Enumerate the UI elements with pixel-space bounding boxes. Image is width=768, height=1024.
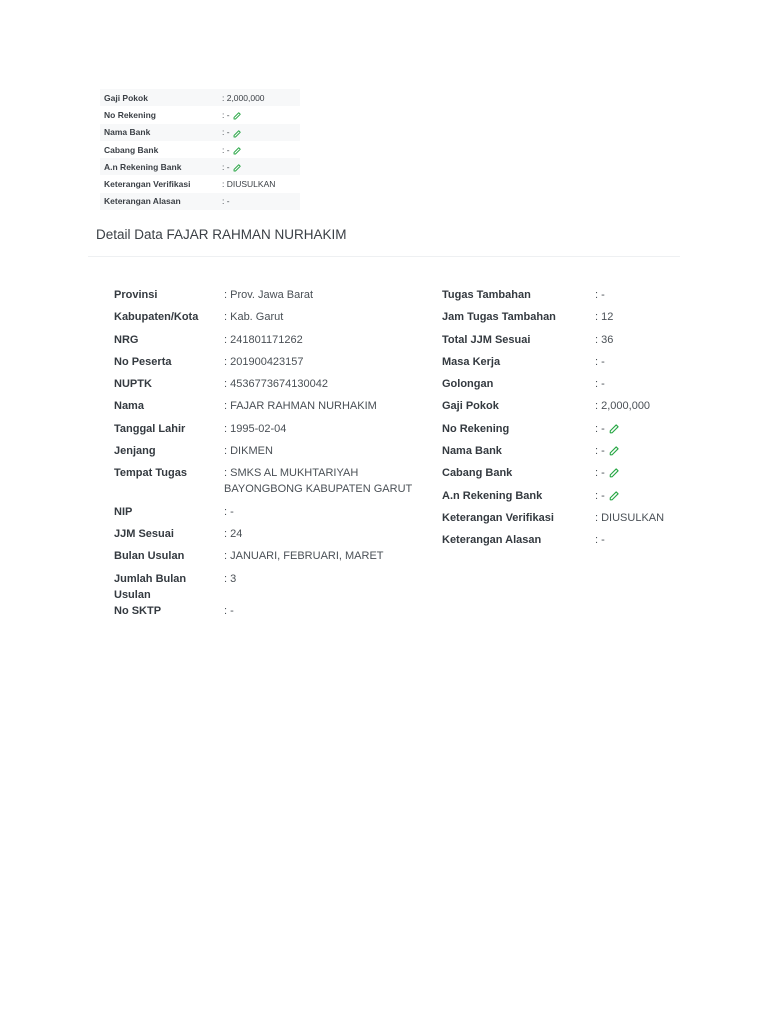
detail-value: : - xyxy=(595,289,605,301)
row-label: Keterangan Alasan xyxy=(104,196,181,207)
detail-value: : 3 xyxy=(224,572,237,585)
row-value: : 2,000,000 xyxy=(222,92,265,103)
pencil-icon[interactable] xyxy=(609,468,619,478)
detail-row xyxy=(442,354,682,370)
row-value: : - xyxy=(222,161,300,172)
detail-label: NUPTK xyxy=(114,378,152,391)
detail-label: No Peserta xyxy=(114,355,172,368)
detail-label: Jam Tugas Tambahan xyxy=(442,311,556,324)
detail-row xyxy=(114,421,434,437)
detail-value: : 12 xyxy=(595,311,614,324)
detail-row xyxy=(442,443,682,459)
detail-row xyxy=(114,309,434,325)
detail-label: Cabang Bank xyxy=(442,467,513,480)
table-row xyxy=(100,193,300,210)
detail-label: Jumlah Bulan Usulan xyxy=(114,572,187,601)
detail-value: : - xyxy=(224,505,234,518)
detail-row xyxy=(114,376,434,392)
detail-value: : 4536773674130042 xyxy=(224,378,328,391)
detail-label: Tempat Tugas xyxy=(114,467,187,480)
row-label: Cabang Bank xyxy=(104,144,159,155)
detail-value: : Prov. Jawa Barat xyxy=(224,289,314,301)
detail-label: Provinsi xyxy=(114,289,158,301)
detail-label: Kabupaten/Kota xyxy=(114,311,199,324)
row-value: : - xyxy=(222,144,300,155)
detail-value: : - xyxy=(595,378,605,391)
detail-label: NRG xyxy=(114,333,139,346)
detail-value: : 1995-02-04 xyxy=(224,422,287,435)
detail-value: : - xyxy=(595,443,619,459)
detail-row xyxy=(114,548,434,564)
table-row xyxy=(100,124,300,141)
row-label: Gaji Pokok xyxy=(104,92,148,103)
detail-row xyxy=(114,603,434,619)
detail-value: : SMKS AL MUKHTARIYAH BAYONGBONG KABUPATEN GARUT xyxy=(224,467,413,496)
detail-value: : - xyxy=(595,488,619,504)
detail-label: Keterangan Verifikasi xyxy=(442,511,554,524)
detail-row xyxy=(442,488,682,504)
pencil-icon[interactable] xyxy=(609,446,619,456)
detail-label: JJM Sesuai xyxy=(114,527,174,540)
detail-label: A.n Rekening Bank xyxy=(442,489,543,502)
detail-value: : 24 xyxy=(224,527,243,540)
detail-value: : - xyxy=(595,355,605,368)
pencil-icon[interactable] xyxy=(233,164,241,172)
detail-value: : 241801171262 xyxy=(224,333,303,346)
table-row xyxy=(100,141,300,158)
pencil-icon[interactable] xyxy=(609,491,619,501)
detail-label: Nama xyxy=(114,400,144,413)
detail-label: Gaji Pokok xyxy=(442,400,499,413)
table-row xyxy=(100,106,300,123)
detail-label: Masa Kerja xyxy=(442,355,501,368)
table-row xyxy=(100,89,300,106)
divider xyxy=(88,256,680,257)
detail-label: Tanggal Lahir xyxy=(114,422,186,435)
detail-row xyxy=(442,376,682,392)
row-label: A.n Rekening Bank xyxy=(104,161,182,172)
detail-row xyxy=(114,354,434,370)
detail-label: Total JJM Sesuai xyxy=(442,333,531,346)
detail-row xyxy=(114,443,434,459)
detail-value: : - xyxy=(595,534,605,547)
table-row xyxy=(100,175,300,192)
detail-value: : - xyxy=(224,604,234,617)
detail-label: Nama Bank xyxy=(442,445,502,458)
row-value: : DIUSULKAN xyxy=(222,179,276,190)
pencil-icon[interactable] xyxy=(609,424,619,434)
detail-row xyxy=(442,287,682,303)
detail-value: : - xyxy=(595,421,619,437)
detail-value: : 201900423157 xyxy=(224,355,304,368)
detail-row xyxy=(442,510,682,526)
row-value: : - xyxy=(222,127,300,138)
detail-value: : DIKMEN xyxy=(224,445,273,458)
detail-row xyxy=(114,465,434,497)
table-row xyxy=(100,158,300,175)
detail-label: No SKTP xyxy=(114,604,162,617)
page-title: Detail Data FAJAR RAHMAN NURHAKIM xyxy=(96,227,347,242)
detail-value: : DIUSULKAN xyxy=(595,511,665,524)
detail-row xyxy=(114,571,434,603)
row-label: Keterangan Verifikasi xyxy=(104,179,191,190)
detail-row xyxy=(114,287,434,303)
row-value: : - xyxy=(222,196,230,207)
detail-label: No Rekening xyxy=(442,422,510,435)
detail-right-column xyxy=(442,287,682,555)
detail-value: : 2,000,000 xyxy=(595,400,651,413)
detail-value: : 36 xyxy=(595,333,614,346)
row-label: Nama Bank xyxy=(104,127,151,138)
pencil-icon[interactable] xyxy=(233,112,241,120)
detail-value: : - xyxy=(595,465,619,481)
detail-row xyxy=(442,398,682,414)
detail-label: Jenjang xyxy=(114,445,156,458)
detail-value: : FAJAR RAHMAN NURHAKIM xyxy=(224,400,377,413)
detail-row xyxy=(442,532,682,548)
detail-left-column xyxy=(114,287,434,625)
detail-label: NIP xyxy=(114,505,133,518)
pencil-icon[interactable] xyxy=(233,147,241,155)
detail-label: Golongan xyxy=(442,378,494,391)
detail-row xyxy=(114,504,434,520)
detail-row xyxy=(442,465,682,481)
detail-row xyxy=(114,398,434,414)
summary-table xyxy=(100,89,300,210)
detail-row xyxy=(442,421,682,437)
detail-label: Tugas Tambahan xyxy=(442,289,531,301)
detail-label: Keterangan Alasan xyxy=(442,534,542,547)
detail-row xyxy=(114,526,434,542)
row-label: No Rekening xyxy=(104,109,156,120)
detail-label: Bulan Usulan xyxy=(114,550,185,563)
pencil-icon[interactable] xyxy=(233,130,241,138)
row-value: : - xyxy=(222,109,300,120)
detail-row xyxy=(114,332,434,348)
detail-value: : Kab. Garut xyxy=(224,311,284,324)
detail-row xyxy=(442,332,682,348)
detail-row xyxy=(442,309,682,325)
detail-value: : JANUARI, FEBRUARI, MARET xyxy=(224,550,384,563)
